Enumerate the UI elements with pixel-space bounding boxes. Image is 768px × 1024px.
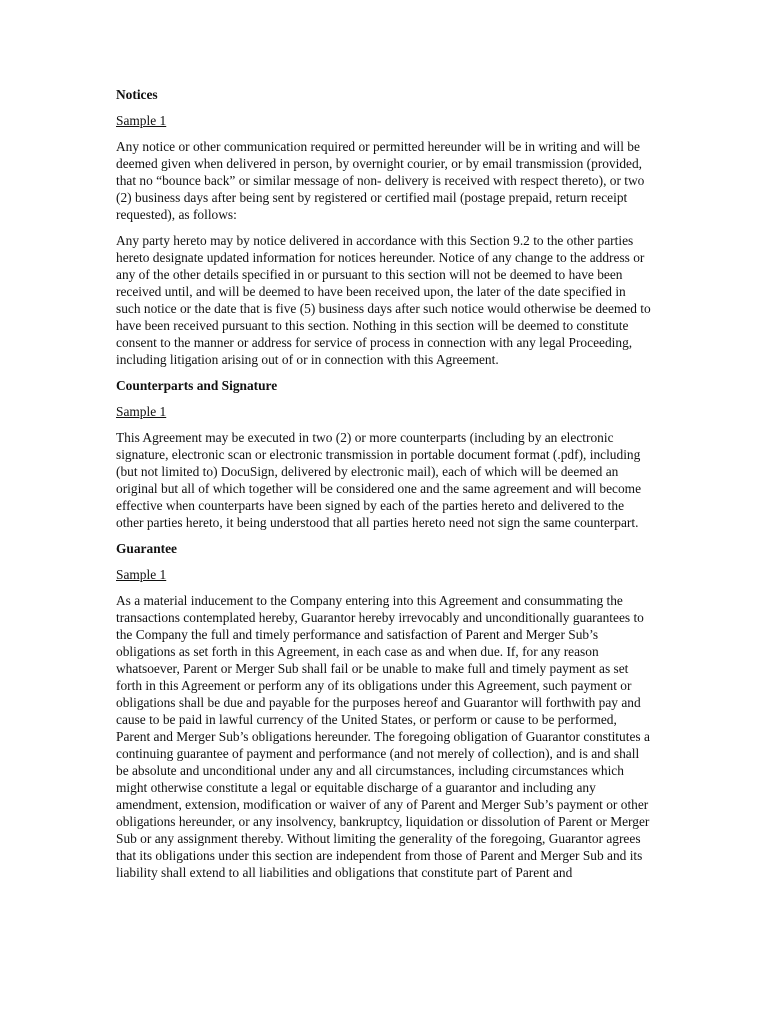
section-heading: Counterparts and Signature: [116, 378, 278, 393]
sample-link[interactable]: Sample 1: [116, 113, 167, 128]
paragraph: Any notice or other communication required or permitted hereunder will be in writing and will be deemed given when delivered in person, by overnight courier, or by email transmission (provided, that no “bounce back” or similar message of non- delivery is received with respect thereto), or two (2) business days after being sent by registered or certified mail (postage prepaid, return receipt requested), as follows:: [116, 139, 645, 222]
document-page: [116, 86, 652, 890]
section-counterparts-and-signature: [116, 377, 652, 531]
section-guarantee: [116, 540, 652, 881]
section-heading: Guarantee: [116, 541, 177, 556]
paragraph: Any party hereto may by notice delivered in accordance with this Section 9.2 to the other parties hereto designate updated information for notices hereunder. Notice of any change to the address or any of the other details specified in or pursuant to this section will not be deemed to have been received until, and will be deemed to have been received upon, the later of the date specified in such notice or the date that is five (5) business days after such notice would otherwise be deemed to have been received pursuant to this section. Nothing in this section will be deemed to constitute consent to the manner or address for service of process in connection with any legal Proceeding, including litigation arising out of or in connection with this Agreement.: [116, 233, 651, 367]
section-heading: Notices: [116, 87, 158, 102]
paragraph: This Agreement may be executed in two (2) or more counterparts (including by an electronic signature, electronic scan or electronic transmission in portable document format (.pdf), including (but not limited to) DocuSign, delivered by electronic mail), each of which will be deemed an original but all of which together will be considered one and the same agreement and will become effective when counterparts have been signed by each of the parties hereto and delivered to the other parties hereto, it being understood that all parties hereto need not sign the same counterpart.: [116, 430, 642, 530]
sample-link[interactable]: Sample 1: [116, 567, 167, 582]
section-notices: [116, 86, 652, 368]
sample-link[interactable]: Sample 1: [116, 404, 167, 419]
paragraph: As a material inducement to the Company entering into this Agreement and consummating the transactions contemplated hereby, Guarantor hereby irrevocably and unconditionally guarantees to the Company the full and timely performance and satisfaction of Parent and Merger Sub’s obligations as set forth in this Agreement, in each case as and when due. If, for any reason whatsoever, Parent or Merger Sub shall fail or be unable to make full and timely payment as set forth in this Agreement or perform any of its obligations under this Agreement, such payment or obligations shall be due and payable for the purposes hereof and Guarantor will forthwith pay and cause to be paid in lawful currency of the United States, or perform or cause to be performed, Parent and Merger Sub’s obligations hereunder. The foregoing obligation of Guarantor constitutes a continuing guarantee of payment and performance (and not merely of collection), and is and shall be absolute and unconditional under any and all circumstances, including circumstances which might otherwise constitute a legal or equitable discharge of a guarantor and including any amendment, extension, modification or waiver of any of Parent and Merger Sub’s payment or other obligations hereunder, or any insolvency, bankruptcy, liquidation or dissolution of Parent or Merger Sub or any assignment thereby. Without limiting the generality of the foregoing, Guarantor agrees that its obligations under this section are independent from those of Parent and Merger Sub and its liability shall extend to all liabilities and obligations that constitute part of Parent and: [116, 593, 650, 880]
